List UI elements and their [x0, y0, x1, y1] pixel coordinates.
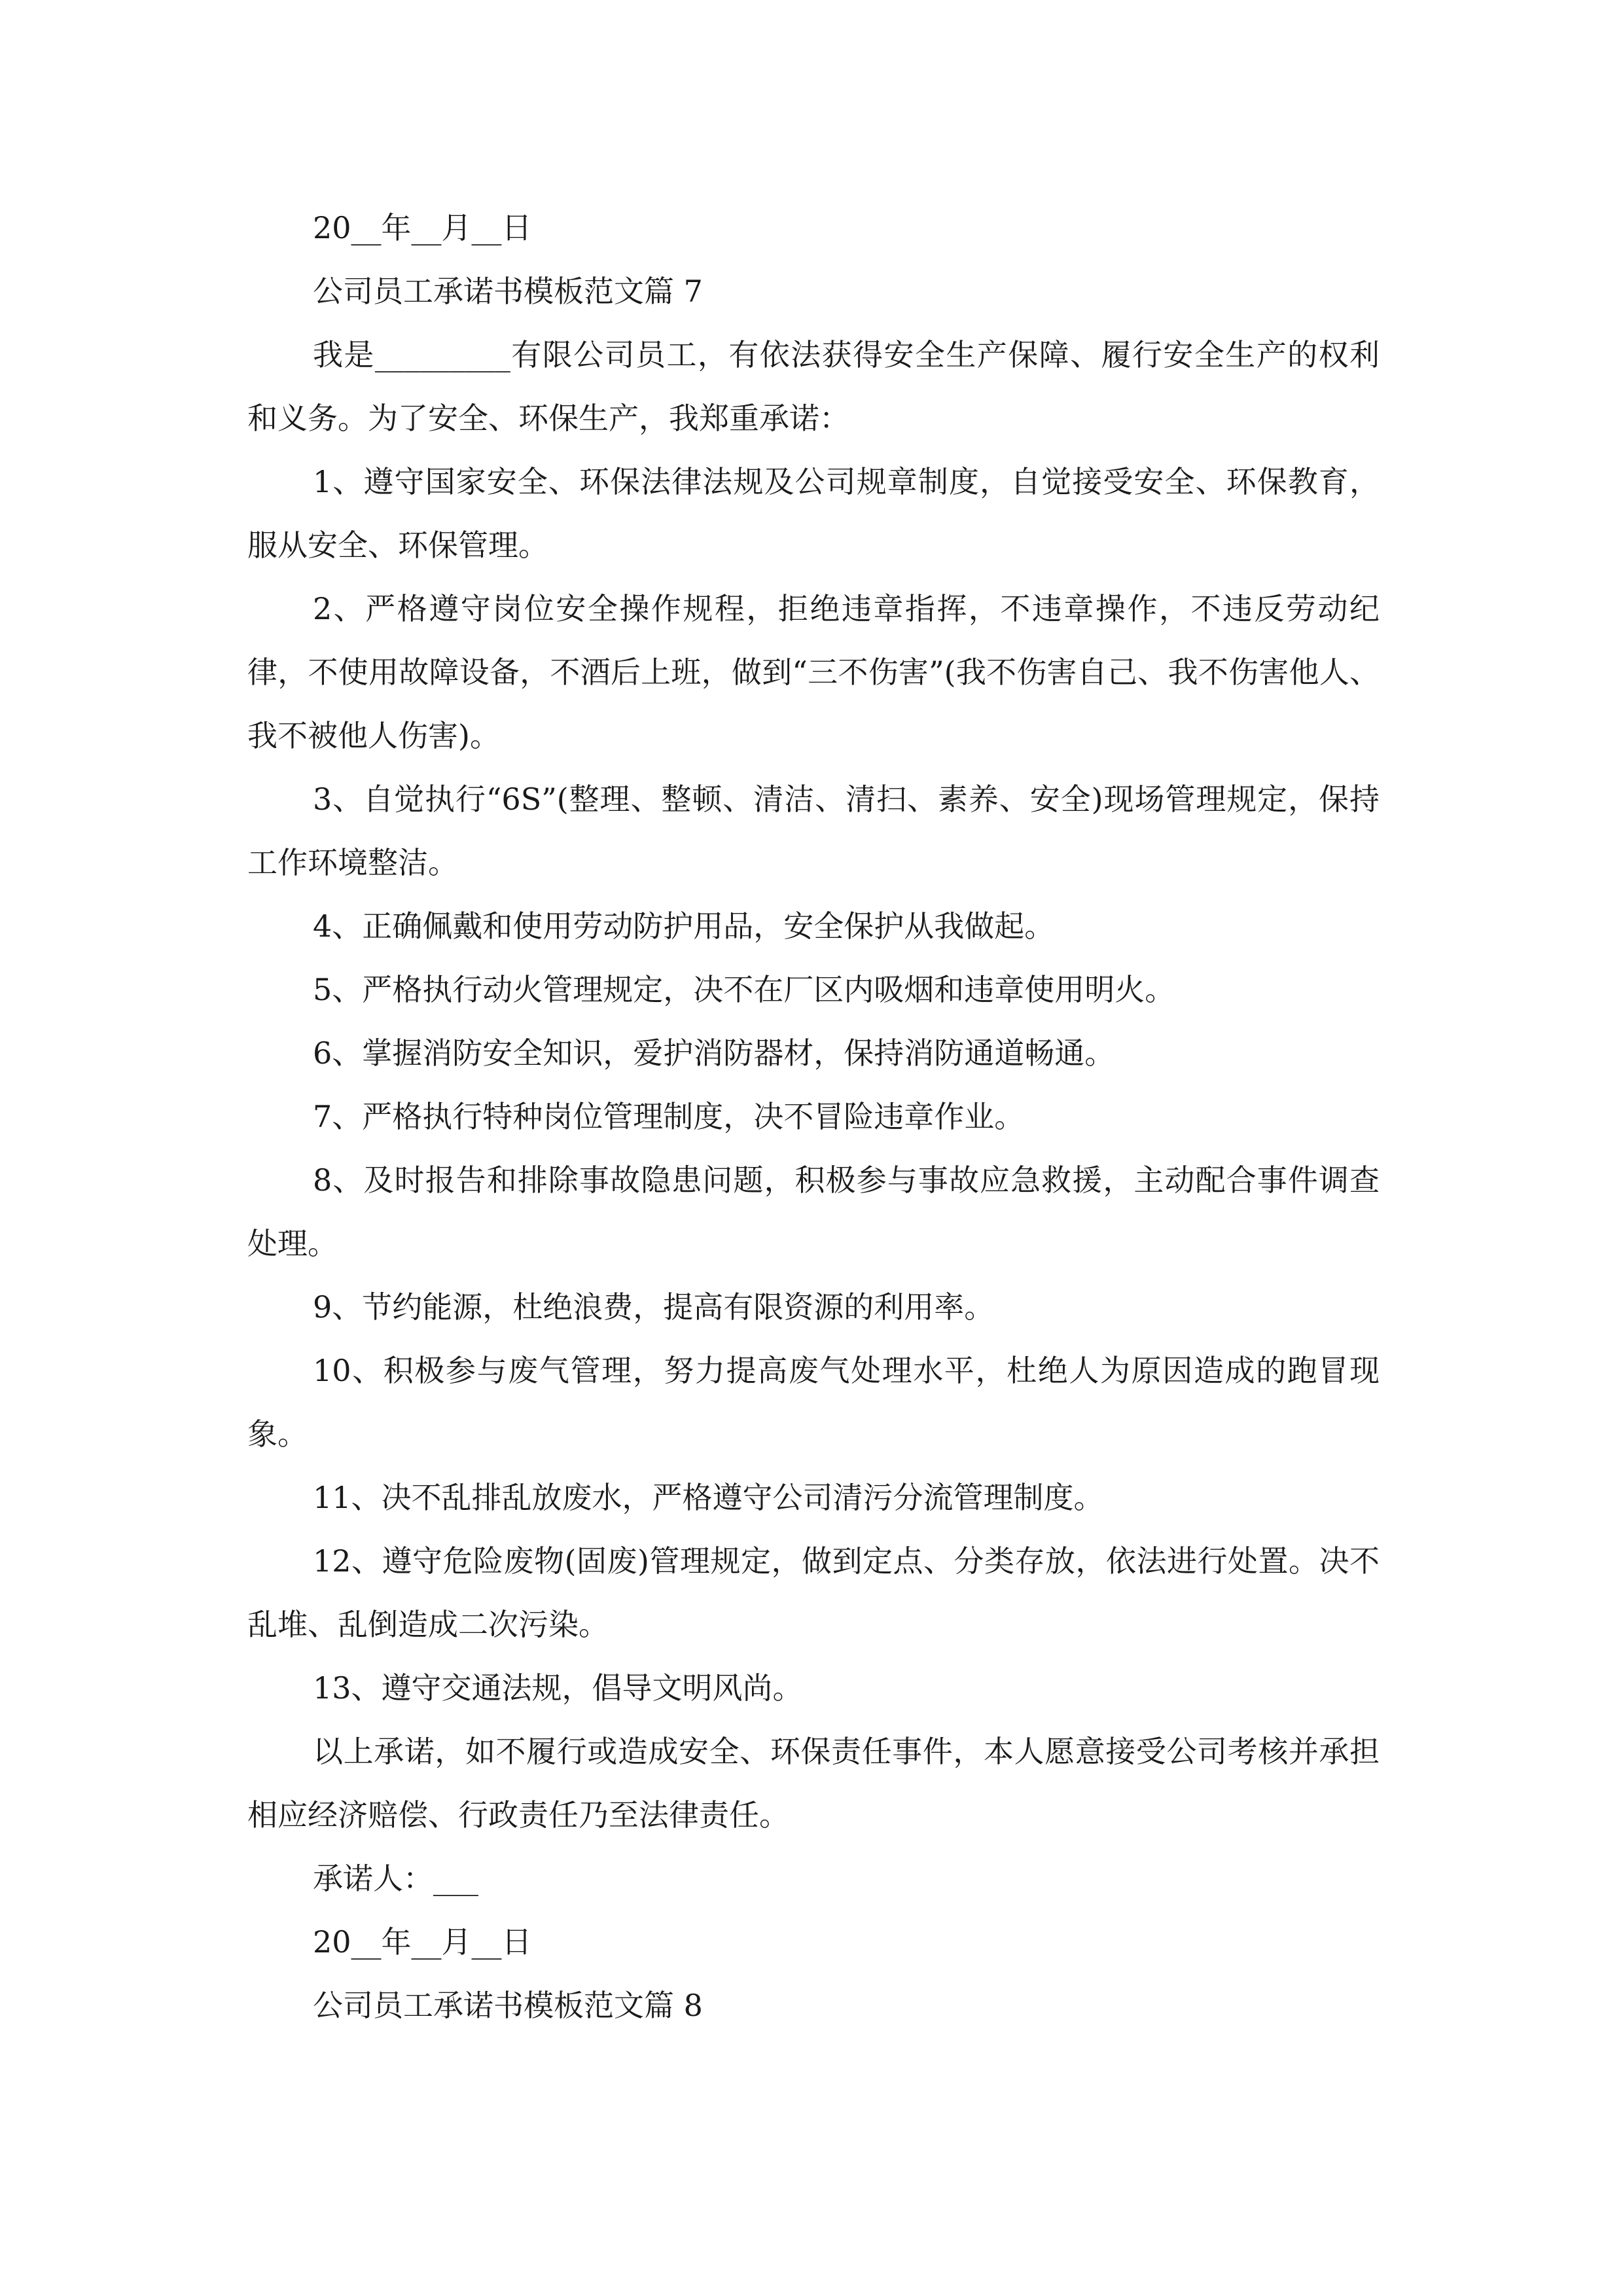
pledge-item-12: 12、遵守危险废物(固废)管理规定，做到定点、分类存放，依法进行处置。决不乱堆、乱倒造成二次污染。	[247, 1543, 1380, 1642]
pledge-item-4: 4、正确佩戴和使用劳动防护用品，安全保护从我做起。	[313, 908, 1055, 944]
pledge-item-13: 13、遵守交通法规，倡导文明风尚。	[313, 1670, 803, 1706]
pledge-item-9: 9、节约能源，杜绝浪费，提高有限资源的利用率。	[313, 1289, 995, 1325]
pledge-item-1: 1、遵守国家安全、环保法律法规及公司规章制度，自觉接受安全、环保教育，服从安全、环保管理。	[247, 464, 1380, 563]
next-section-heading: 公司员工承诺书模板范文篇 8	[313, 1988, 703, 2023]
pledge-item-3: 3、自觉执行“6S”(整理、整顿、清洁、清扫、素养、安全)现场管理规定，保持工作环境整洁。	[247, 781, 1380, 880]
section-heading: 公司员工承诺书模板范文篇 7	[313, 274, 703, 309]
pledge-item-6: 6、掌握消防安全知识，爱护消防器材，保持消防通道畅通。	[313, 1035, 1115, 1071]
pledge-item-11: 11、决不乱排乱放废水，严格遵守公司清污分流管理制度。	[313, 1480, 1104, 1515]
date-line-2: 20__年__月__日	[313, 1924, 532, 1960]
date-line: 20__年__月__日	[313, 210, 532, 245]
pledge-item-8: 8、及时报告和排除事故隐患问题，积极参与事故应急救援，主动配合事件调查处理。	[247, 1162, 1380, 1261]
signatory-line: 承诺人：___	[313, 1861, 478, 1896]
pledge-item-2: 2、严格遵守岗位安全操作规程，拒绝违章指挥，不违章操作，不违反劳动纪律，不使用故障设备，不酒后上班，做到“三不伤害”(我不伤害自己、我不伤害他人、我不被他人伤害)。	[247, 591, 1380, 753]
intro-paragraph: 我是_________有限公司员工，有依法获得安全生产保障、履行安全生产的权利和义务。为了安全、环保生产，我郑重承诺：	[247, 337, 1380, 436]
conclusion-paragraph: 以上承诺，如不履行或造成安全、环保责任事件，本人愿意接受公司考核并承担相应经济赔偿、行政责任乃至法律责任。	[247, 1734, 1380, 1833]
pledge-item-10: 10、积极参与废气管理，努力提高废气处理水平，杜绝人为原因造成的跑冒现象。	[247, 1353, 1380, 1452]
pledge-item-7: 7、严格执行特种岗位管理制度，决不冒险违章作业。	[313, 1099, 1025, 1134]
document-body	[247, 196, 1380, 2037]
pledge-item-5: 5、严格执行动火管理规定，决不在厂区内吸烟和违章使用明火。	[313, 972, 1175, 1007]
